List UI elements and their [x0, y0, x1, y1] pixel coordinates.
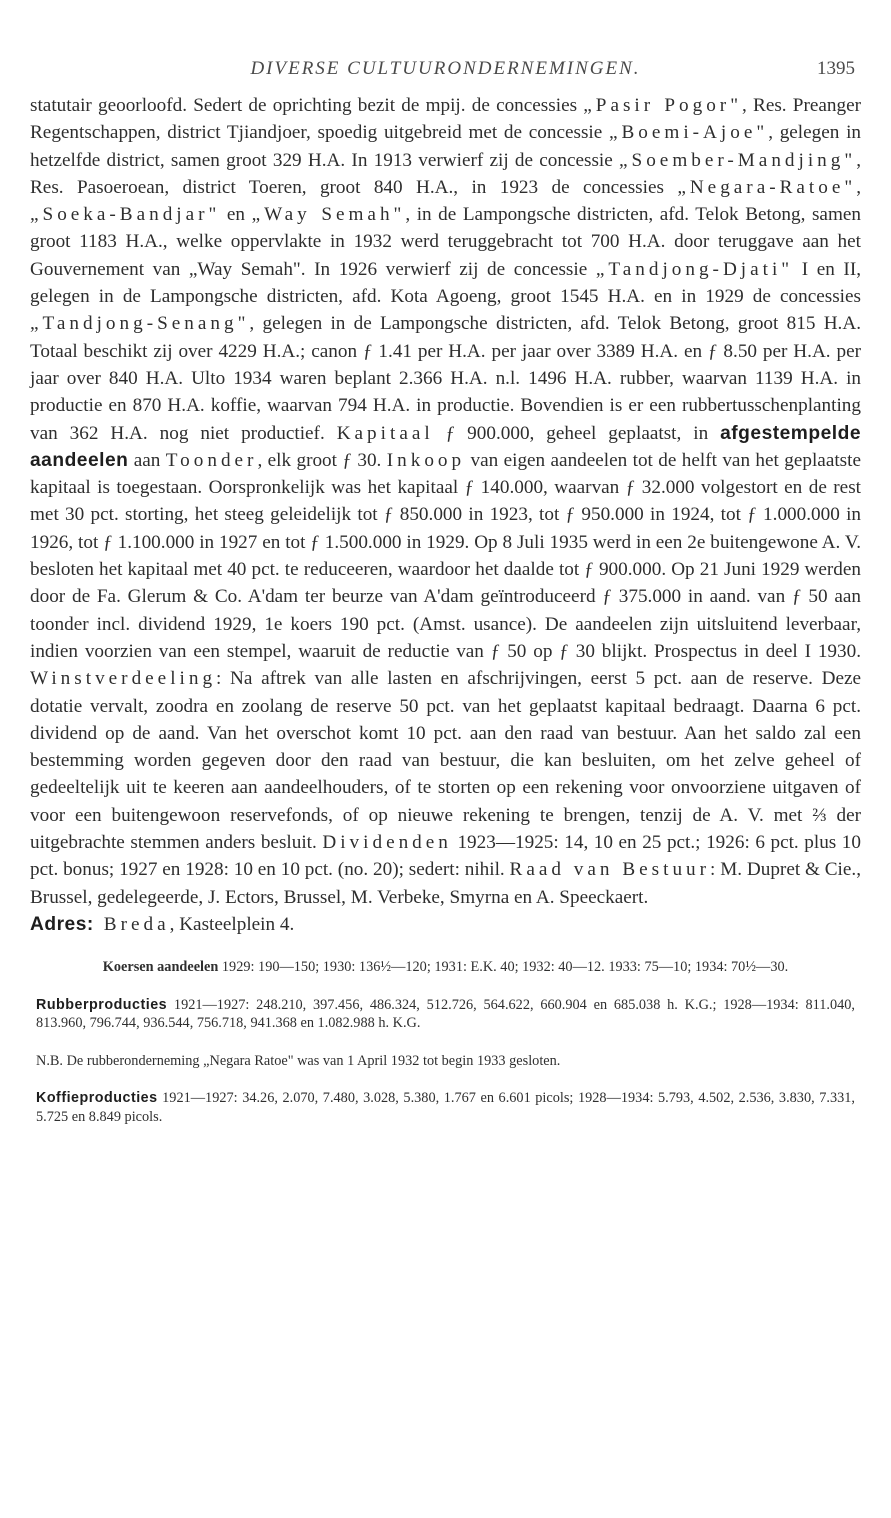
text-run: , elk groot ƒ 30. [257, 449, 387, 471]
address-line [30, 911, 861, 938]
section-label-kapitaal: Kapitaal [336, 422, 434, 444]
address-label: Adres: [30, 913, 94, 935]
address-city: Breda [103, 913, 170, 935]
concession-name: „Tandjong-Djati" [595, 258, 794, 280]
footnotes [30, 958, 861, 1126]
text-run: van eigen aandeelen tot de helft van het geplaatste kapitaal is toegestaan. Oorspronkelijk was het kapitaal ƒ 140.000, waarvan ƒ 32.000 volgestort en de rest met 30 pct. storting, het steeg geleidelijk tot ƒ 850.000 in 1923, tot ƒ 950.000 in 1924, tot ƒ 1.000.000 in 1926, tot ƒ 1.100.000 in 1927 en tot ƒ 1.500.000 in 1929. Op 8 Juli 1935 werd in een 2e buitengewone A. V. besloten het kapitaal met 40 pct. te reduceeren, waardoor het daalde tot ƒ 900.000. Op 21 Juni 1929 werden door de Fa. Glerum & Co. A'dam ter beurze van A'dam geïntroduceerd ƒ 375.000 in aand. van ƒ 50 aan toonder incl. dividend 1929, 1e koers 190 pct. (Amst. usance). De aandeelen zijn uitsluitend leverbaar, indien voorzien van een stempel, waaruit de reductie van ƒ 50 op ƒ 30 blijkt. Prospectus in deel I 1930. [30, 449, 861, 662]
note-text-rubber: 1921—1927: 248.210, 397.456, 486.324, 512.726, 564.622, 660.904 en 685.038 h. K.G.; 1928—1934: 811.040, 813.960, 796.744, 936.544, 756.718, 941.368 en 1.082.988 h. K.G. [36, 996, 855, 1032]
text-run: en [220, 204, 252, 226]
address-street: , Kasteelplein 4. [169, 913, 295, 935]
page-number: 1395 [817, 58, 855, 79]
text-run: : M. Dupret & Cie., Brussel, gedelegeerde, J. Ectors, Brussel, M. Verbeke, Smyrna en A. Speeckaert. [30, 859, 861, 908]
concession-name: „Negara-Ratoe" [677, 176, 857, 198]
concession-name: „Tandjong-Senang" [30, 313, 250, 335]
text-run: , Res. Pasoeroean, district Toeren, groot 840 H.A., in 1923 de concessies [30, 149, 861, 198]
concession-name: „Soember-Mandjing" [619, 149, 857, 171]
text-run: , in de Lampongsche districten, afd. Telok Betong, samen groot 1183 H.A., welke oppervlakte in 1932 werd teruggebracht tot 700 H.A. door teruggave aan het Gouvernement van „Way Semah". In 1926 verwierf zij de concessie [30, 204, 861, 280]
term-toonder: Toonder [165, 449, 258, 471]
note-label-koffie: Koffieproducties [36, 1090, 158, 1107]
section-label-dividenden: Dividenden [322, 832, 452, 854]
concession-name: „Pasir Pogor" [583, 95, 743, 116]
text-run: ƒ 900.000, geheel geplaatst, in [433, 422, 721, 444]
text-run: : Na aftrek van alle lasten en afschrijvingen, eerst 5 pct. aan de reserve. Deze dotatie vervalt, zoodra en zoolang de reserve 50 pct. van het geplaatst kapitaal bedraagt. Daarna 6 pct. dividend op de aand. Van het overschot komt 10 pct. aan den raad van bestuur. Aan het saldo zal een bestemming worden gegeven door den raad van bestuur, die kan besluiten, om het zelve geheel of gedeeltelijk uit te keeren aan aandeelhouders, of te storten op een rekening voor onvoorziene uitgaven of voor een buitengewoon reservefonds, of op nieuwe rekening te brengen, tenzij de A. V. met ⅔ der uitgebrachte stemmen anders besluit. [30, 668, 861, 854]
section-label-raad-van-bestuur: Raad van Bestuur [509, 859, 711, 881]
page-header [30, 58, 861, 92]
text-run: I en II, gelegen in de Lampongsche districten, afd. Kota Agoeng, groot 1545 H.A. en in 1929 de concessies [30, 258, 862, 308]
section-label-winstverdeeling: Winstverdeeling [30, 668, 217, 690]
text-run: , gelegen in hetzelfde district, samen groot 329 H.A. In 1913 verwierf zij de concessie [30, 122, 861, 171]
note-koersen [36, 958, 855, 977]
note-nb: N.B. De rubberonderneming „Negara Ratoe" was van 1 April 1932 tot begin 1933 gesloten. [36, 1052, 561, 1069]
concession-name: „Boemi-Ajoe" [608, 122, 769, 144]
note-text-koffie: 1921—1927: 34.26, 2.070, 7.480, 3.028, 5.380, 1.767 en 6.601 picols; 1928—1934: 5.793, 4.502, 2.536, 3.830, 7.331, 5.725 en 8.849 picols. [36, 1090, 855, 1125]
text-run: statutair geoorloofd. Sedert de oprichting bezit de mpij. de concessies [30, 95, 584, 116]
main-paragraph [30, 92, 861, 911]
concession-name: „Soeka-Bandjar" [30, 204, 221, 226]
concession-name: „Way Semah" [251, 204, 406, 226]
body-text [30, 92, 861, 938]
section-label-inkoop: Inkoop [386, 449, 466, 471]
note-label-rubber: Rubberproducties [36, 996, 168, 1013]
note-rubber [36, 996, 855, 1033]
emphasis-afgestempelde: afgestempelde aandeelen [30, 422, 861, 471]
note-label-koersen: Koersen aandeelen [102, 959, 219, 976]
note-text-koersen: 1929: 190—150; 1930: 136½—120; 1931: E.K. 40; 1932: 40—12. 1933: 75—10; 1934: 70½—30. [218, 959, 789, 976]
text-run: , [856, 176, 861, 198]
text-run: aan [128, 449, 166, 471]
text-run: , gelegen in de Lampongsche districten, afd. Telok Betong, groot 815 H.A. Totaal beschikt zij over 4229 H.A.; canon ƒ 1.41 per H.A. per jaar over 3389 H.A. en ƒ 8.50 per H.A. per jaar over 840 H.A. Ulto 1934 waren beplant 2.366 H.A. n.l. 1496 H.A. rubber, waarvan 1139 H.A. in productie en 870 H.A. koffie, waarvan 794 H.A. in productie. Bovendien is er een rubbertusschenplanting van 362 H.A. nog niet productief. [30, 313, 861, 444]
note-koffie [36, 1089, 855, 1126]
text-run: 1923—1925: 14, 10 en 25 pct.; 1926: 6 pct. plus 10 pct. bonus; 1927 en 1928: 10 en 10 pct. (no. 20); sedert: nihil. [30, 832, 861, 881]
text-run: , Res. Preanger Regentschappen, district Tjiandjoer, spoedig uitgebreid met de concessie [30, 95, 861, 144]
running-title: DIVERSE CULTUURONDERNEMINGEN. [250, 58, 641, 79]
